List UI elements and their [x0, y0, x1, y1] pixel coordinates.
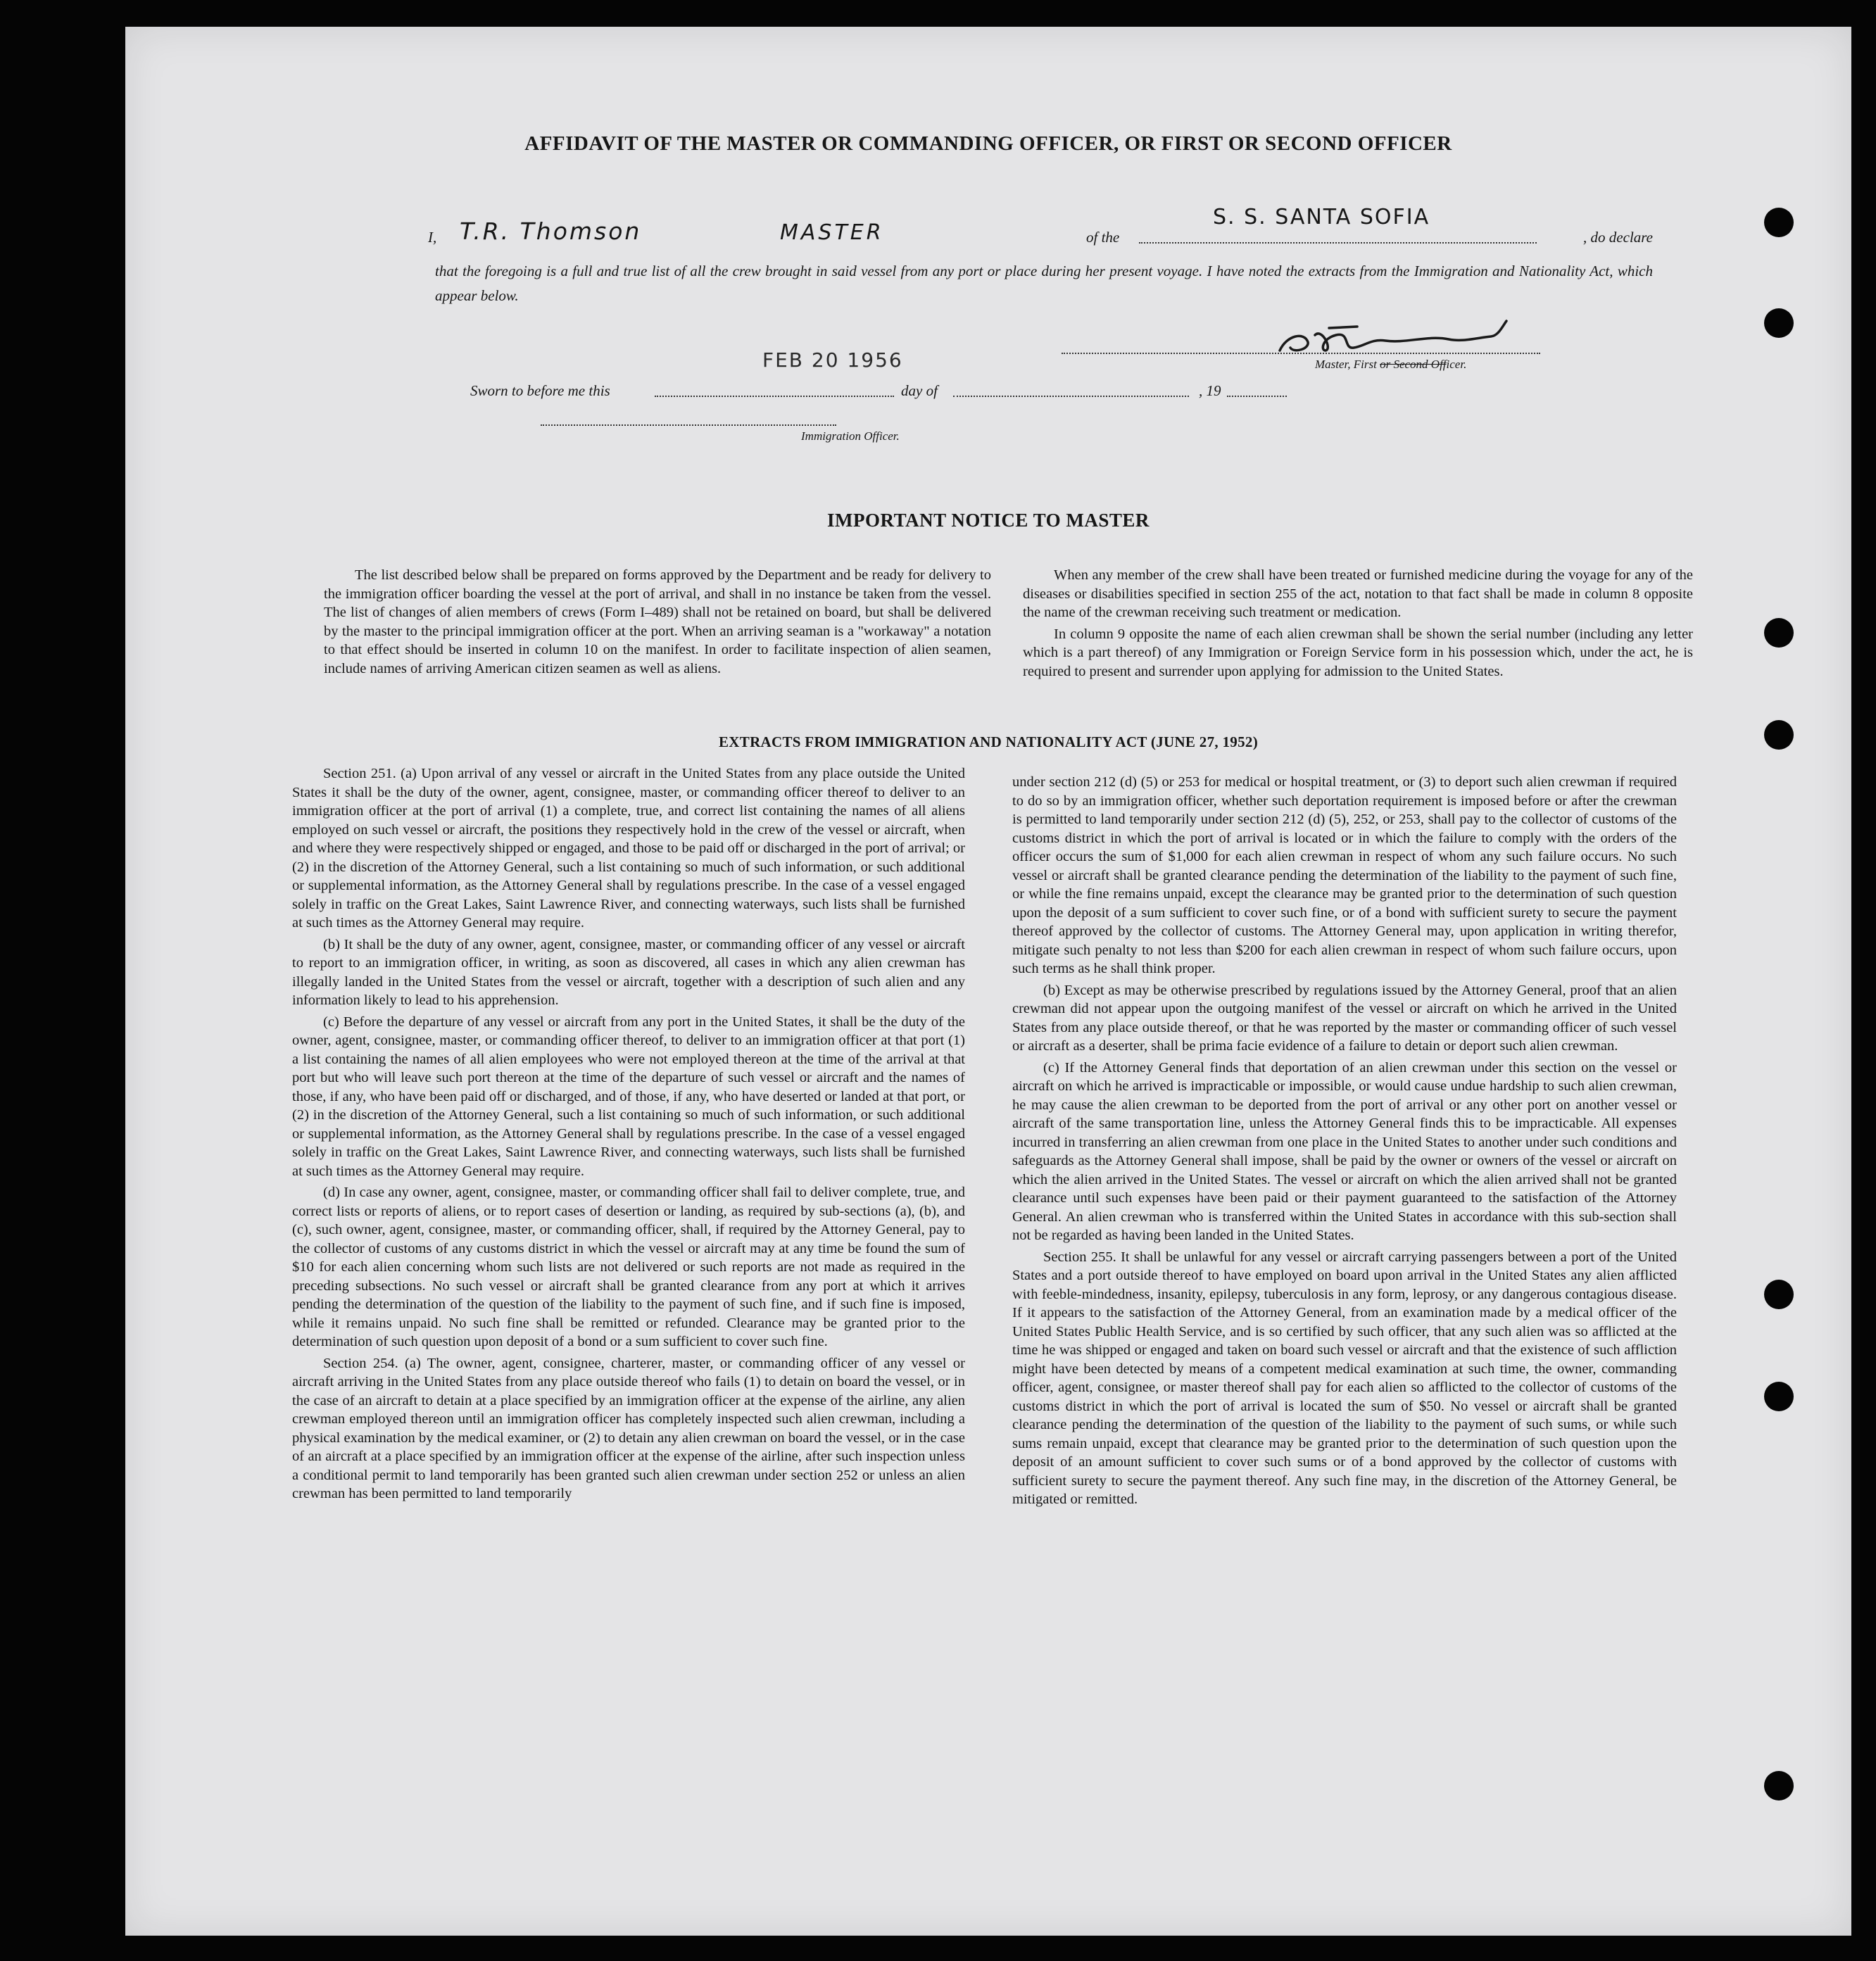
year-dotted-line	[1227, 396, 1287, 397]
extracts-left-column	[292, 764, 965, 1506]
section-paragraph: (c) If the Attorney General finds that deportation of an alien crewman under this section on the vessel or aircraft on which he arrived is impracticable or impossible, or would cause undue hardship to such alien crewman, he may cause the alien crewman to be deported from the port of arrival or any other port on another vessel or aircraft of the same transportation line, unless the Attorney General finds this to be impracticable. All expenses incurred in transferring an alien crewman from one place in the United States to another under such conditions and safeguards as the Attorney General shall impose, shall be paid by the owner or owners of the vessel or aircraft on which the alien arrived in the United States. The vessel or aircraft on which the alien arrived shall not be granted clearance until such expenses have been paid or their payment guaranteed to the satisfaction of the Attorney General. An alien crewman who is transferred within the United States in accordance with this sub-section shall not be regarded as having been landed in the United States.	[1012, 1059, 1677, 1243]
notice-right-column	[1023, 566, 1693, 683]
section-paragraph-continued: under section 212 (d) (5) or 253 for medical or hospital treatment, or (3) to deport such alien crewman if required to do so by an immigration officer, whether such deportation requirement is imposed before or after the crewman is permitted to land temporarily under section 212 (d) (5), 252, or 253, shall pay to the collector of customs of the customs district in which the port of arrival is located or in which the failure to comply with the orders of the officer occurs the sum of $1,000 for each alien crewman in respect of whom any such failure occurs. No such vessel or aircraft shall be granted clearance pending the determination of the liability to the payment of such fine, or while the fine remains unpaid, except the clearance may be granted prior to the determination of such question upon the deposit of a sum sufficient to cover such fine, or of a bond with sufficient surety to secure the payment thereof approved by the collector of customs. The Attorney General may, upon application in writing therefor, mitigate such penalty to not less than $200 for each alien crewman in respect of whom such failure occurs, upon such terms as he shall think proper.	[1012, 774, 1677, 976]
affidavit-title: AFFIDAVIT OF THE MASTER OR COMMANDING OFFICER, OR FIRST OR SECOND OFFICER	[524, 132, 1452, 155]
month-dotted-line	[953, 396, 1189, 397]
master-name-handwritten: T.R. Thomson	[460, 217, 642, 245]
section-paragraph: Section 251. (a) Upon arrival of any vessel or aircraft in the United States from any place outside the United States it shall be the duty of the owner, agent, consignee, master, or commanding officer thereof to deliver to an immigration officer at the port of arrival (1) a complete, true, and correct list containing the names of all aliens employed on such vessel or aircraft, the positions they respectively hold in the crew of the vessel or aircraft, when and where they were respectively shipped or engaged, and those to be paid off or discharged in the port of arrival; or (2) in the discretion of the Attorney General, such a list containing so much of such information, or such additional or supplemental information, as the Attorney General shall by regulations prescribe. In the case of a vessel engaged solely in traffic on the Great Lakes, Saint Lawrence River, and connecting waterways, such lists shall be furnished at such times as the Attorney General may require.	[292, 766, 965, 931]
binder-hole	[1764, 308, 1794, 338]
declaration-line	[428, 207, 1653, 249]
immigration-officer-label: Immigration Officer.	[801, 429, 900, 443]
document-page	[125, 27, 1851, 1936]
binder-hole	[1764, 618, 1794, 648]
i-label: I,	[428, 229, 437, 246]
sworn-dotted-line	[655, 396, 894, 397]
vessel-dotted-line	[1139, 242, 1537, 244]
year-label: , 19	[1199, 382, 1221, 399]
binder-hole	[1764, 208, 1794, 237]
rank-handwritten: MASTER	[780, 220, 884, 245]
notice-left-column	[324, 566, 991, 681]
signature-line	[1062, 353, 1540, 354]
sworn-label: Sworn to before me this	[470, 382, 610, 399]
declaration-text: that the foregoing is a full and true list of all the crew brought in said vessel from any port or place during her present voyage. I have noted the extracts from the Immigration and Nationality Act, which appear below.	[435, 263, 1653, 304]
section-paragraph: (b) It shall be the duty of any owner, agent, consignee, master, or commanding officer of any vessel or aircraft to report to an immigration officer, in writing, as soon as discovered, all cases in which any alien crewman has illegally landed in the United States from the vessel or aircraft, together with a description of such alien and any information likely to lead to his apprehension.	[292, 936, 965, 1008]
notice-title: IMPORTANT NOTICE TO MASTER	[827, 510, 1150, 531]
immigration-officer-line	[541, 424, 836, 426]
signature-caption: Master, First or Second Officer.	[1315, 358, 1467, 371]
date-stamp: FEB 20 1956	[762, 348, 903, 372]
of-the-label: of the	[1086, 229, 1120, 246]
section-paragraph: Section 255. It shall be unlawful for any vessel or aircraft carrying passengers between a port of the United States and a port outside thereof to have employed on board upon arrival in the United States any alien afflicted with feeble-mindedness, insanity, epilepsy, tuberculosis in any form, leprosy, or any dangerous contagious disease. If it appears to the satisfaction of the Attorney General, from an examination made by a medical officer of the United States Public Health Service, and is so certified by such officer, that any such alien was so afflicted at the time he was shipped or engaged and taken on board such vessel or aircraft and that the existence of such affliction might have been detected by means of a competent medical examination at such time, the owner, commanding officer, agent, consignee, or master thereof shall pay for each alien so afflicted to the collector of customs of the customs district in which the port of arrival is located the sum of $50. No vessel or aircraft shall be granted clearance pending the determination of the question of the liability to the payment of such sums, or while such sums remain unpaid, except that clearance may be granted prior to the determination of such question upon the deposit of an amount sufficient to cover such sums or of a bond approved by the collector of customs with sufficient surety to secure the payment thereof. Any such fine may, in the discretion of the Attorney General, be mitigated or remitted.	[1012, 1249, 1677, 1507]
binder-hole	[1764, 1280, 1794, 1309]
notice-paragraph: The list described below shall be prepared on forms approved by the Department and be ready for delivery to the immigration officer boarding the vessel at the port of arrival, and shall in no instance be taken from the vessel. The list of changes of alien members of crews (Form I–489) shall not be retained on board, but shall be delivered by the master to the principal immigration officer at the port. When an arriving seaman is a "workaway" a notation to that effect should be inserted in column 10 on the manifest. In order to facilitate inspection of alien seamen, include names of arriving American citizen seamen as well as aliens.	[324, 567, 991, 676]
extracts-right-column	[1012, 773, 1677, 1512]
vessel-name-stamp: S. S. SANTA SOFIA	[1213, 205, 1430, 229]
do-declare-label: , do declare	[1583, 229, 1653, 246]
sworn-line	[470, 372, 1428, 400]
day-of-label: day of	[901, 382, 938, 399]
section-paragraph: (c) Before the departure of any vessel or aircraft from any port in the United States, it shall be the duty of the owner, agent, consignee, master, or commanding officer thereof, to deliver to an immigration officer at that port (1) a list containing the names of all alien employees who were not employed thereon at the time of the arrival at that port but who will leave such port thereon at the time of the departure of such vessel or aircraft and the names of those, if any, who have been paid off or discharged, and of those, if any, who have deserted or landed at that port, or (2) in the discretion of the Attorney General, such a list containing so much of such information, or such additional or supplemental information, as the Attorney General shall by regulations prescribe. In the case of a vessel engaged solely in traffic on the Great Lakes, Saint Lawrence River, and connecting waterways, such lists shall be furnished at such times as the Attorney General may require.	[292, 1014, 965, 1179]
extracts-title: EXTRACTS FROM IMMIGRATION AND NATIONALITY ACT (JUNE 27, 1952)	[719, 733, 1258, 750]
notice-paragraph: In column 9 opposite the name of each alien crewman shall be shown the serial number (including any letter which is a part thereof) of any Immigration or Foreign Service form in his possession which, under the act, he is required to present and surrender upon applying for admission to the United States.	[1023, 626, 1693, 679]
master-signature	[1266, 307, 1575, 363]
section-paragraph: (b) Except as may be otherwise prescribed by regulations issued by the Attorney General, proof that an alien crewman did not appear upon the outgoing manifest of the vessel or aircraft on which he arrived in the United States from any place outside thereof, or that he was reported by the master or commanding officer of such vessel or aircraft as a deserter, shall be prima facie evidence of a failure to detain or deport such alien crewman.	[1012, 982, 1677, 1054]
notice-paragraph: When any member of the crew shall have been treated or furnished medicine during the voyage for any of the diseases or disabilities specified in section 255 of the act, notation to that fact shall be made in column 8 opposite the name of the crewman receiving such treatment or medication.	[1023, 567, 1693, 620]
binder-hole	[1764, 1382, 1794, 1411]
binder-hole	[1764, 1771, 1794, 1801]
section-paragraph: (d) In case any owner, agent, consignee, master, or commanding officer shall fail to deliver complete, true, and correct lists or reports of aliens, or to report cases of desertion or landing, as required by sub-sections (a), (b), and (c), such owner, agent, consignee, master, or commanding officer, shall, if required by the Attorney General, pay to the collector of customs of any customs district in which the vessel or aircraft may at any time be found the sum of $10 for each alien concerning whom such lists are not delivered or such reports are not made as required in the preceding subsections. No such vessel or aircraft shall be granted clearance from any port at which it arrives pending the determination of the question of the liability to the payment of such fine, and if such fine is imposed, while it remains unpaid. No such fine shall be remitted or refunded. Clearance may be granted prior to the determination of such question upon deposit of a bond or a sum sufficient to cover such fine.	[292, 1185, 965, 1349]
section-paragraph: Section 254. (a) The owner, agent, consignee, charterer, master, or commanding officer of any vessel or aircraft arriving in the United States from any place outside thereof who fails (1) to detain on board the vessel, or in the case of an aircraft to detain at a place specified by an immigration officer at the expense of the airline, any alien crewman employed thereon until an immigration officer has completely inspected such alien crewman, including a physical examination by the medical examiner, or (2) to detain any alien crewman on board the vessel, or in the case of an aircraft at a place specified by an immigration officer at the expense of the airline, after such inspection unless a conditional permit to land temporarily has been granted such alien crewman under section 252 or unless an alien crewman has been permitted to land temporarily	[292, 1355, 965, 1501]
